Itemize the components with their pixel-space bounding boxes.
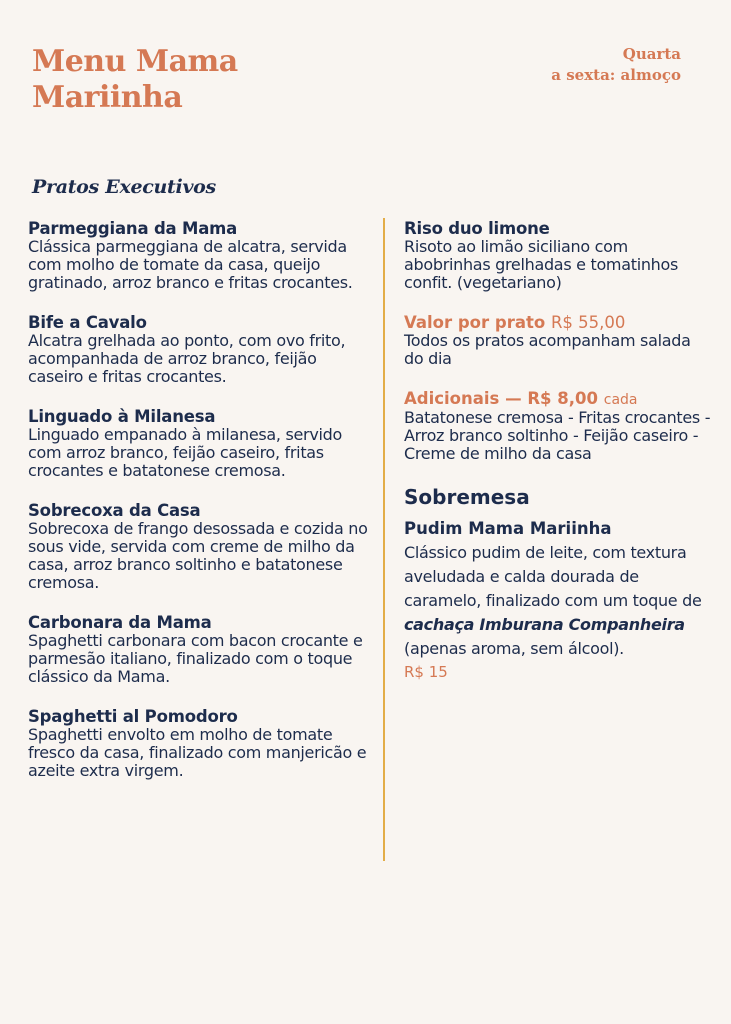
dish-description: Spaghetti carbonara com bacon crocante e parmesão italiano, finalizado com o toque clássico da Mama. (28, 631, 363, 686)
dessert-description (404, 541, 714, 661)
dish-description: Sobrecoxa de frango desossada e cozida no sous vide, servida com creme de milho da casa, arroz branco soltinho e batatonese cremosa. (28, 519, 368, 592)
price-label-text: Valor por prato (404, 313, 546, 332)
menu-title-line1: Menu Mama (32, 44, 238, 79)
dish-name: Sobrecoxa da Casa (28, 501, 201, 520)
dessert-name: Pudim Mama Mariinha (404, 519, 612, 538)
dessert-section-title: Sobremesa (404, 485, 530, 509)
dish-item (28, 314, 373, 386)
price-per-dish (404, 314, 714, 368)
column-divider (383, 218, 385, 861)
section-title-pratos-executivos: Pratos Executivos (32, 176, 216, 198)
dish-description: Risoto ao limão siciliano com abobrinhas grelhadas e tomatinhos confit. (vegetariano) (404, 237, 679, 292)
extras-unit: cada (603, 392, 638, 408)
dish-list-right (404, 220, 714, 683)
menu-title (32, 44, 238, 116)
extras-items: Batatonese cremosa - Fritas crocantes - Arroz branco soltinho - Feijão caseiro - Creme de milho da casa (404, 408, 711, 463)
dish-list-left (28, 220, 373, 802)
dish-item (28, 502, 373, 592)
dessert-desc-part2: (apenas aroma, sem álcool). (404, 639, 624, 658)
schedule-line2: a sexta: almoço (551, 66, 681, 84)
price-per-dish-label (404, 314, 714, 332)
dish-name: Riso duo limone (404, 219, 550, 238)
extras (404, 390, 714, 463)
dish-name: Parmeggiana da Mama (28, 219, 238, 238)
dish-name: Carbonara da Mama (28, 613, 212, 632)
extras-label (404, 390, 714, 409)
menu-title-line2: Mariinha (32, 80, 183, 115)
dish-name: Linguado à Milanesa (28, 407, 216, 426)
price-value: R$ 55,00 (550, 313, 626, 332)
dish-item (28, 614, 373, 686)
dessert-desc-emphasis: cachaça Imburana Companheira (404, 615, 685, 634)
schedule-line1: Quarta (622, 45, 681, 63)
dish-item (28, 408, 373, 480)
schedule-info (551, 44, 681, 86)
extras-label-text: Adicionais — R$ 8,00 (404, 389, 598, 408)
dish-name: Spaghetti al Pomodoro (28, 707, 238, 726)
price-note: Todos os pratos acompanham salada do dia (404, 331, 691, 368)
dessert-price: R$ 15 (404, 663, 448, 681)
dish-description: Clássica parmeggiana de alcatra, servida com molho de tomate da casa, queijo gratinado, arroz branco e fritas crocantes. (28, 237, 353, 292)
dish-item (28, 220, 373, 292)
dish-item (404, 220, 714, 292)
dish-item (28, 708, 373, 780)
dessert-desc-part1: Clássico pudim de leite, com textura aveludada e calda dourada de caramelo, finalizado com um toque de (404, 543, 702, 610)
dish-description: Alcatra grelhada ao ponto, com ovo frito, acompanhada de arroz branco, feijão caseiro e fritas crocantes. (28, 331, 346, 386)
dessert-section (404, 485, 714, 683)
dish-description: Linguado empanado à milanesa, servido com arroz branco, feijão caseiro, fritas crocantes e batatonese cremosa. (28, 425, 342, 480)
dish-description: Spaghetti envolto em molho de tomate fresco da casa, finalizado com manjericão e azeite extra virgem. (28, 725, 367, 780)
dish-name: Bife a Cavalo (28, 313, 147, 332)
